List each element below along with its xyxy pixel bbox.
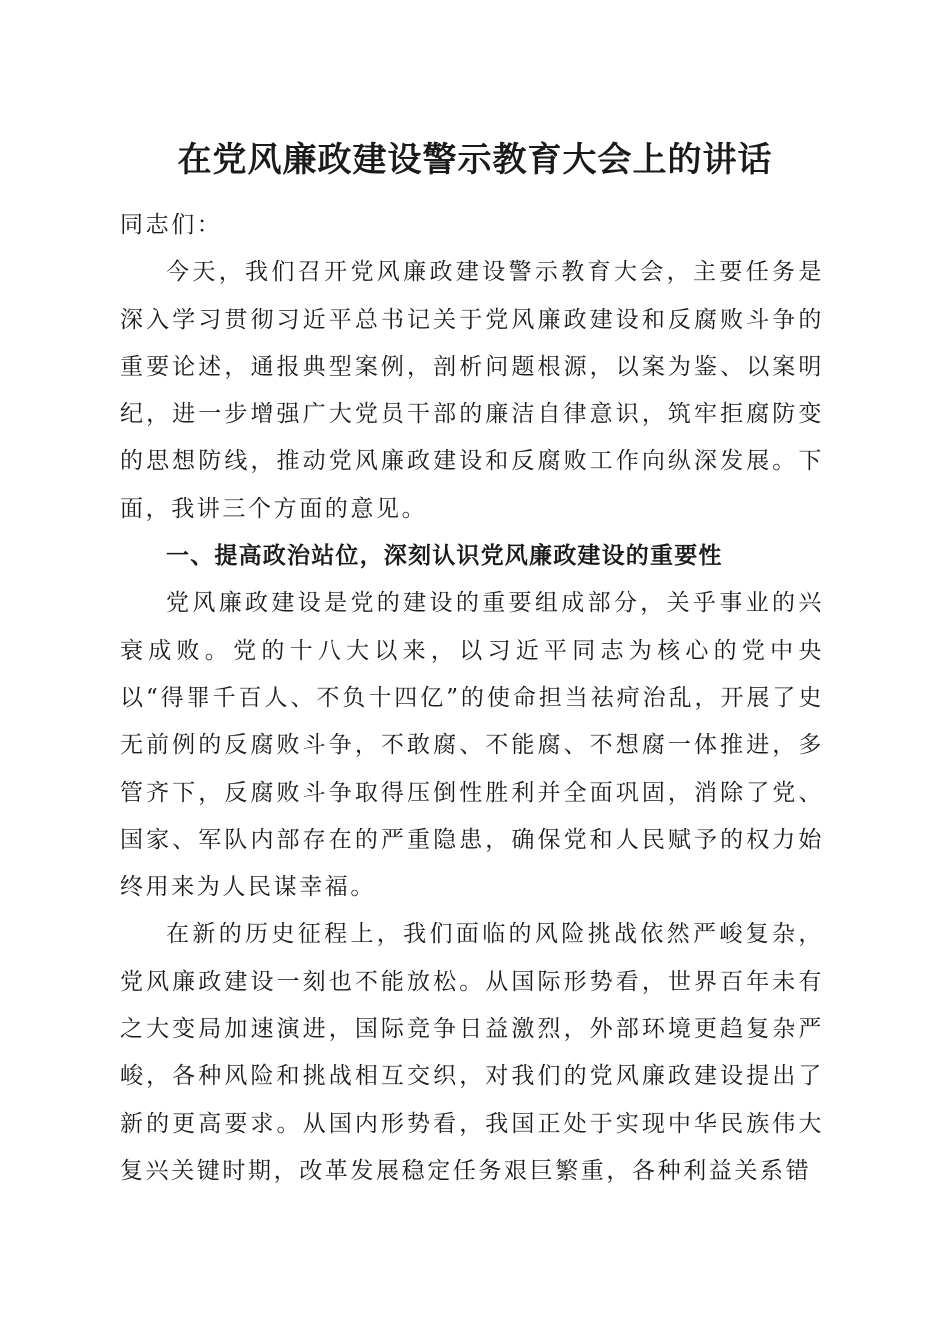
intro-paragraph: 今天，我们召开党风廉政建设警示教育大会，主要任务是深入学习贯彻习近平总书记关于党风廉政建设和反腐败斗争的重要论述，通报典型案例，剖析问题根源，以案为鉴、以案明纪，进一步增强广大党员干部的廉洁自律意识，筑牢拒腐防变的思想防线，推动党风廉政建设和反腐败工作向纵深发展。下面，我讲三个方面的意见。: [120, 259, 824, 522]
section1-paragraph-2: 在新的历史征程上，我们面临的风险挑战依然严峻复杂，党风廉政建设一刻也不能放松。从国际形势看，世界百年未有之大变局加速演进，国际竞争日益激烈，外部环境更趋复杂严峻，各种风险和挑战相互交织，对我们的党风廉政建设提出了新的更高要求。从国内形势看，我国正处于实现中华民族伟大复兴关键时期，改革发展稳定任务艰巨繁重，各种利益关系错: [120, 921, 824, 1184]
section1-paragraph-1: 党风廉政建设是党的建设的重要组成部分，关乎事业的兴衰成败。党的十八大以来，以习近平同志为核心的党中央以“得罪千百人、不负十四亿”的使命担当祛疴治乱，开展了史无前例的反腐败斗争，不敢腐、不能腐、不想腐一体推进，多管齐下，反腐败斗争取得压倒性胜利并全面巩固，消除了党、国家、军队内部存在的严重隐患，确保党和人民赋予的权力始终用来为人民谋幸福。: [120, 590, 824, 901]
document-title: 在党风廉政建设警示教育大会上的讲话: [177, 140, 773, 180]
section-heading-1: 一、提高政治站位，深刻认识党风廉政建设的重要性: [166, 543, 723, 570]
salutation: 同志们：: [120, 212, 223, 238]
document-body: [120, 202, 824, 1195]
